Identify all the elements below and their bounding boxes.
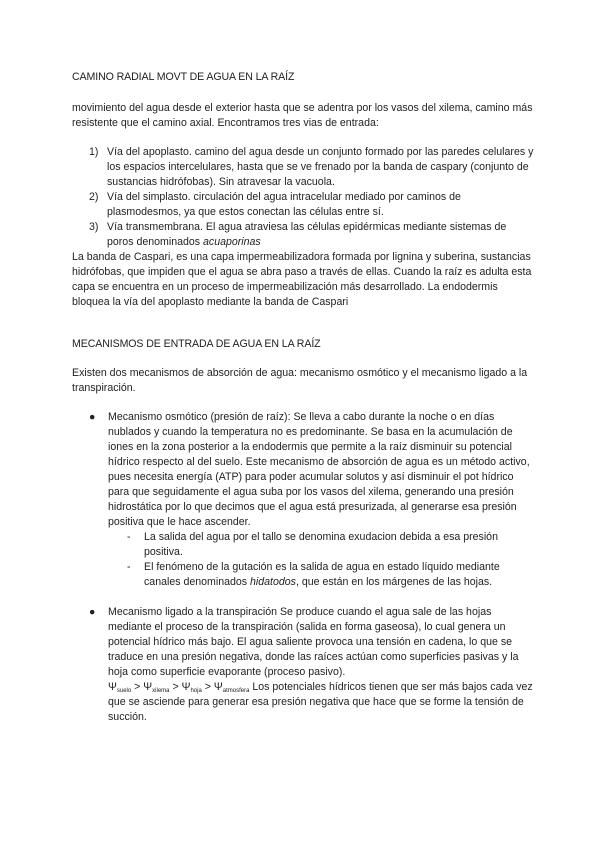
bullet-icon: ● bbox=[89, 606, 96, 618]
gutation-subitem bbox=[72, 560, 534, 590]
water-potential-formula bbox=[108, 680, 534, 725]
exudation-subitem bbox=[72, 530, 534, 560]
entry-way-text: Vía del simplasto. circulación del agua intracelular mediado por caminos de plasmodesmos, ya que estos conectan las células entre sí. bbox=[107, 191, 461, 218]
dash-icon: - bbox=[127, 531, 131, 543]
psi-symbol: Ψ bbox=[181, 681, 191, 693]
list-number: 1) bbox=[89, 146, 99, 158]
entry-way-text: Vía del apoplasto. camino del agua desde un conjunto formado por las paredes celulares y los espacios intercelulares, hasta que se ve frenado por la banda de caspary (conjunto de sustancias hidrófobas). Sin atravesar la vacuola. bbox=[107, 146, 534, 188]
acuaporinas-term: acuaporinas bbox=[203, 236, 261, 248]
bullet-icon: ● bbox=[89, 411, 96, 423]
gutation-text-end: , que están en los márgenes de las hojas. bbox=[295, 576, 493, 588]
subscript-xilema: xilema bbox=[152, 688, 170, 694]
subscript-suelo: suelo bbox=[116, 688, 132, 694]
list-number: 3) bbox=[89, 221, 99, 233]
section-mechanisms-body bbox=[72, 366, 534, 725]
hidatodos-term: hidatodos bbox=[250, 576, 296, 588]
osmotic-mechanism-text: Mecanismo osmótico (presión de raíz): Se lleva a cabo durante la noche o en días nublados y cuando la temperatura no es predominante. Se basa en la acumulación de iones en la zona posterior a la endodermis que permite a la raíz disminuir su potencial hídrico respecto al del suelo. Este mecanismo de absorción de agua es un método activo, pues necesita energía (ATP) para poder acumular solutos y así disminuir el pot hídrico para que seguidamente el agua suba por los vasos del xilema, generando una presión hidrostática por lo que decimos que el agua está presurizada, al generarse esa presión positiva que le hace ascender. bbox=[108, 411, 530, 528]
transpiration-closing-text: Los potenciales hídricos tienen que ser más bajos cada vez que se asciende para generar esa presión negativa que hace que se forme la tensión de succión. bbox=[108, 681, 533, 723]
entry-way-item bbox=[72, 145, 534, 190]
psi-symbol: Ψ bbox=[143, 681, 153, 693]
subscript-hoja: hoja bbox=[190, 688, 202, 694]
entry-way-item bbox=[72, 220, 534, 250]
dash-icon: - bbox=[127, 561, 131, 573]
gutation-text: El fenómeno de la gutación es la salida de agua en estado líquido mediante canales denominados bbox=[144, 561, 500, 588]
section-title-mechanisms: MECANISMOS DE ENTRADA DE AGUA EN LA RAÍZ bbox=[72, 338, 321, 350]
psi-symbol: Ψ bbox=[108, 681, 117, 693]
caspari-paragraph: La banda de Caspari, es una capa impermeabilizadora formada por lignina y suberina, sustancias hidrófobas, que impiden que el agua se abra paso a través de ellas. Cuando la raíz es adulta esta capa se encuentra en un proceso de impermeabilización más desarrollado. La endodermis bloquea la vía del apoplasto mediante la banda de Caspari bbox=[72, 251, 532, 308]
section-radial-body bbox=[72, 101, 534, 310]
entry-way-item bbox=[72, 190, 534, 220]
greater-than: > bbox=[204, 681, 211, 693]
psi-symbol: Ψ bbox=[213, 681, 223, 693]
subscript-atmosfera: atmosfera bbox=[222, 688, 250, 694]
greater-than: > bbox=[172, 681, 179, 693]
radial-intro: movimiento del agua desde el exterior hasta que se adentra por los vasos del xilema, camino más resistente que el camino axial. Encontramos tres vias de entrada: bbox=[72, 102, 533, 129]
section-title-radial: CAMINO RADIAL MOVT DE AGUA EN LA RAÍZ bbox=[72, 71, 295, 83]
exudation-text: La salida del agua por el tallo se denomina exudacion debida a esa presión positiva. bbox=[144, 531, 498, 558]
entry-ways-list bbox=[72, 145, 534, 250]
entry-way-text: Vía transmembrana. El agua atraviesa las células epidérmicas mediante sistemas de poros denominados bbox=[107, 221, 507, 248]
list-number: 2) bbox=[89, 191, 99, 203]
greater-than: > bbox=[134, 681, 141, 693]
mechanisms-intro: Existen dos mecanismos de absorción de agua: mecanismo osmótico y el mecanismo ligado a la transpiración. bbox=[72, 367, 528, 394]
osmotic-mechanism-item bbox=[72, 410, 534, 530]
transpiration-mechanism-text: Mecanismo ligado a la transpiración Se produce cuando el agua sale de las hojas mediante el proceso de la transpiración (salida en forma gaseosa), lo cual genera un potencial hídrico más bajo. El agua saliente provoca una tensión en cadena, lo que se traduce en una presión negativa, donde las raíces actúan como superficies pasivas y la hoja como superficie evaporante (proceso pasivo). bbox=[108, 606, 519, 678]
transpiration-mechanism-item bbox=[72, 605, 534, 725]
